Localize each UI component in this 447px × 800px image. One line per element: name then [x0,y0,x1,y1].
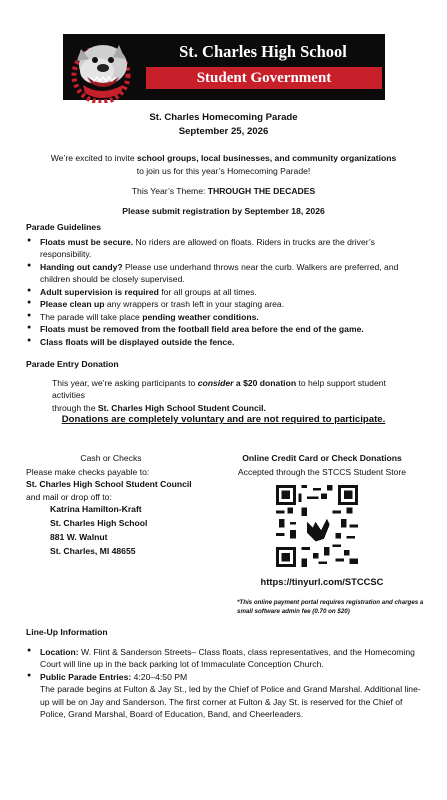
theme-line [0,185,447,197]
lineup-location: ● Location: W. Flint & Sanderson Streets– Class floats, class representatives, and the Homecoming Court will line up in the back parking lot of Immaculate Conception Church. [26,646,426,671]
invite-bold-groups: school groups, local businesses, and community organizations [137,153,397,163]
online-heading: Online Credit Card or Check Donations [242,453,402,463]
guideline-item: ● Floats must be removed from the football field area before the end of the game. [26,323,426,335]
consider-emphasis: consider [197,378,234,388]
check-payee: St. Charles High School Student Council [26,479,192,490]
cash-instructions [26,466,226,558]
guidelines-heading: Parade Guidelines [26,222,101,232]
invite-text: We’re excited to invite [50,153,137,163]
invite-line-1 [0,152,447,164]
online-fee-note: *This online payment portal requires registration and charges a small software admin fee (0.70 on $20) [237,599,424,616]
registration-deadline: Please submit registration by September 18, 2026 [122,206,325,216]
student-council-name: St. Charles High School Student Council. [97,402,266,413]
voluntary-notice: Donations are completely voluntary and are not required to participate. [61,414,386,425]
event-date: September 25, 2026 [178,126,269,137]
event-title: St. Charles Homecoming Parade [149,112,298,123]
invite-line-2: to join us for this year’s Homecoming Parade! [136,166,311,176]
lineup-list [26,646,426,721]
donation-paragraph: This year, we’re asking participants to consider a $20 donation to help support student activities through the St. Charles High School Student Council. [52,378,386,413]
cash-line-2: and mail or drop off to: [26,491,112,502]
guideline-item: ● Floats must be secure. No riders are allowed on floats. Riders in trucks are the driver’s responsibility. [26,236,426,261]
guideline-item: ● Adult supervision is required for all groups at all times. [26,286,426,298]
header-banner [63,34,385,100]
online-subtitle: Accepted through the STCCS Student Store [237,467,407,477]
theme-value: THROUGH THE DECADES [207,186,316,196]
donation-url-link[interactable]: https://tinyurl.com/STCCSC [260,576,384,587]
guideline-item: ● Handing out candy? Please use underhand throws near the curb. Walkers are preferred, and children should be closely supervised. [26,261,426,286]
department-name: Student Government [146,67,382,89]
cash-heading: Cash or Checks [80,453,142,463]
guideline-item: ● Please clean up any wrappers or trash left in your staging area. [26,298,426,310]
bulldog-mascot-logo [67,35,149,103]
donation-heading: Parade Entry Donation [26,359,119,369]
qr-code[interactable] [276,485,358,567]
lineup-public-entries: ● Public Parade Entries: 4:20–4:50 PM The parade begins at Fulton & Jay St., led by the Chief of Police and Grand Marshal. Additional line-up will be on Jay and Sanderson. The first corner at Fulton & Jay St. is reserved for the Chief of Police, Grand Marshal, Board of Education, Band, and Cheerleaders. [26,671,426,721]
mailing-address: Katrina Hamilton-Kraft St. Charles High School 881 W. Walnut St. Charles, MI 48655 [50,504,148,556]
donation-amount: a $20 donation [233,378,297,388]
guideline-item: ● The parade will take place pending weather conditions. [26,311,426,323]
lineup-heading: Line-Up Information [26,627,108,637]
guidelines-list [26,236,426,348]
cash-line-1: Please make checks payable to: [26,467,150,477]
guideline-item: ● Class floats will be displayed outside the fence. [26,336,426,348]
school-name: St. Charles High School [179,42,347,61]
theme-label: This Year’s Theme: [131,186,208,196]
